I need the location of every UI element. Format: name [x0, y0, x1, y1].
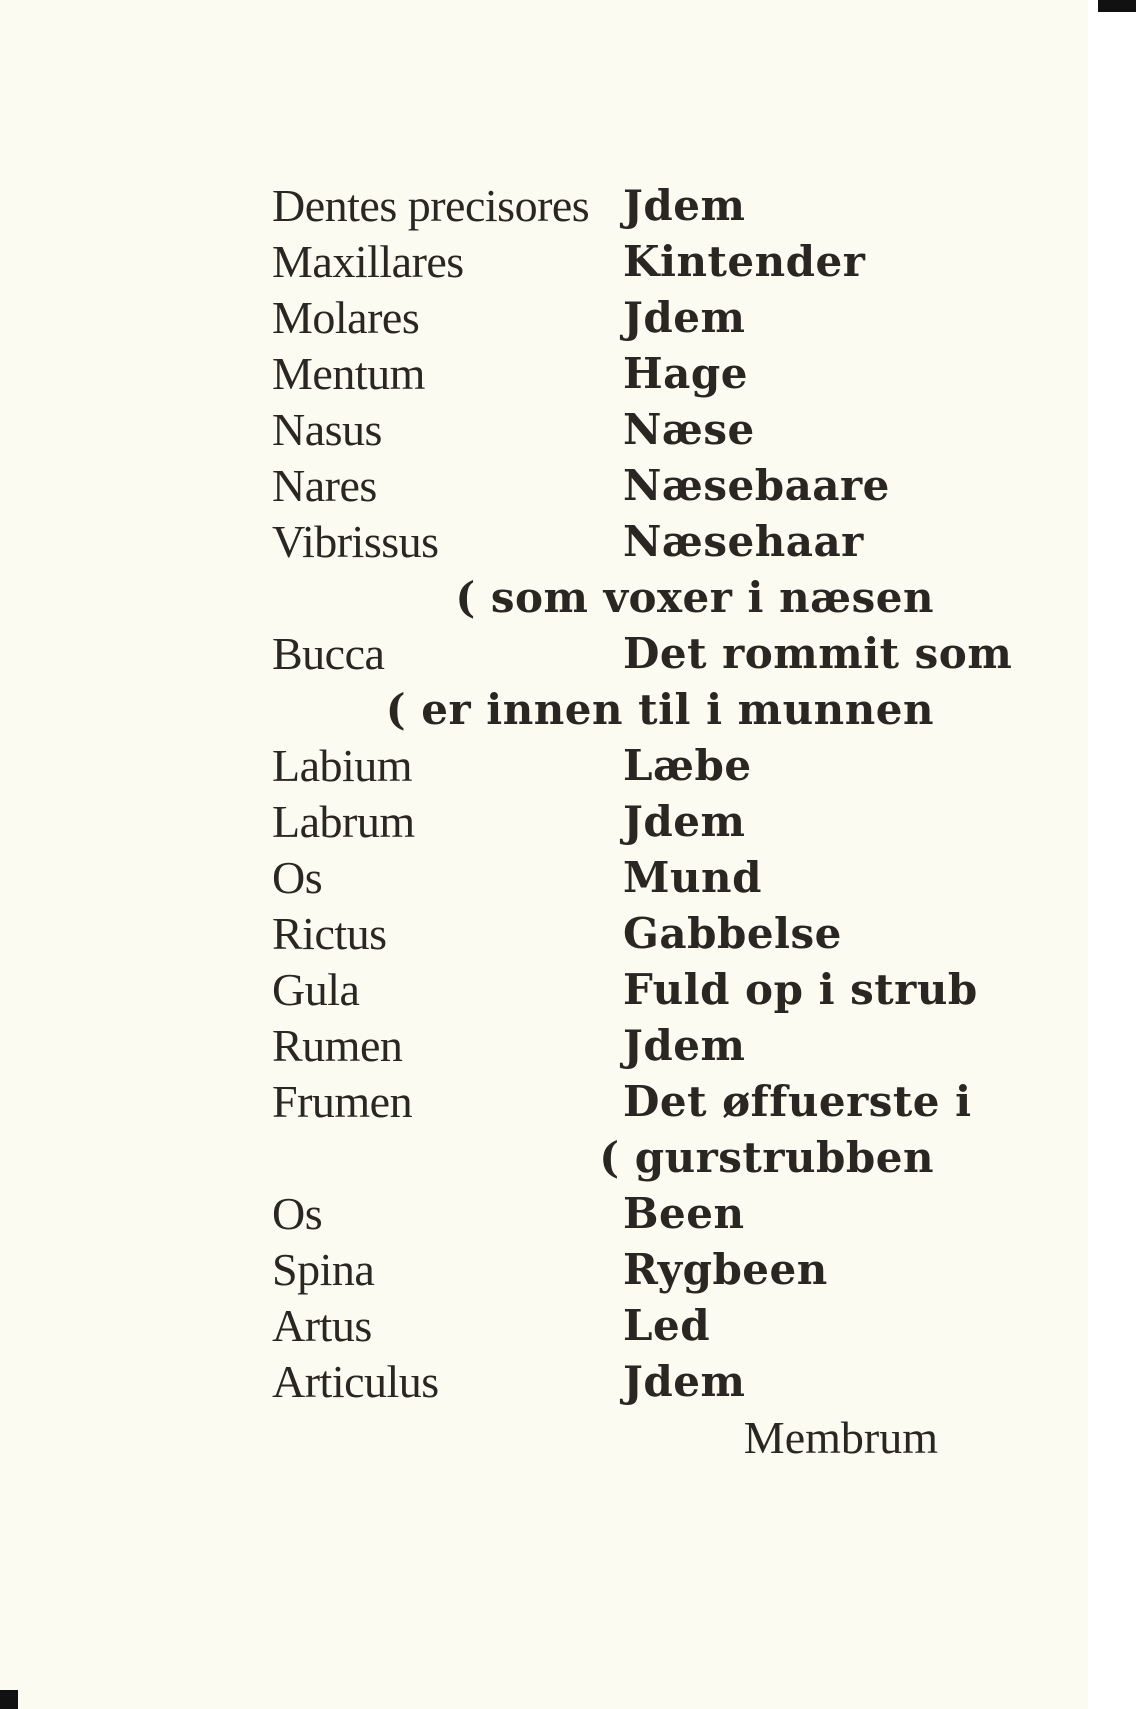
latin-term: Bucca: [272, 628, 385, 679]
glossary-row: [0, 346, 1088, 402]
latin-term: Nasus: [272, 404, 382, 455]
latin-term: Os: [272, 852, 323, 903]
latin-term: Mentum: [272, 348, 425, 399]
latin-term: Labrum: [272, 796, 415, 847]
glossary-row: [0, 458, 1088, 514]
danish-term: Jdem: [623, 293, 746, 342]
scan-edge-mark: [1098, 0, 1136, 12]
catchword-row: [0, 1410, 1088, 1466]
danish-term: Næse: [623, 405, 755, 454]
danish-term: Næsebaare: [623, 461, 890, 510]
glossary-row: [0, 1298, 1088, 1354]
glossary-row: [0, 626, 1088, 682]
latin-term: Dentes precisores: [272, 180, 590, 231]
continuation-text: ( som voxer i næsen: [455, 573, 934, 622]
glossary-row: [0, 1186, 1088, 1242]
latin-term: Artus: [272, 1300, 372, 1351]
danish-term: Jdem: [623, 181, 746, 230]
latin-term: Vibrissus: [272, 516, 439, 567]
latin-term: Nares: [272, 460, 377, 511]
danish-term: Been: [623, 1189, 745, 1238]
danish-term: Jdem: [623, 797, 746, 846]
danish-term: Mund: [623, 853, 762, 902]
glossary-row: [0, 234, 1088, 290]
danish-term: Næsehaar: [623, 517, 864, 566]
danish-term: Hage: [623, 349, 748, 398]
glossary-row: [0, 178, 1088, 234]
danish-term: Rygbeen: [623, 1245, 828, 1294]
glossary-row: [0, 402, 1088, 458]
glossary-row: [0, 290, 1088, 346]
latin-term: Molares: [272, 292, 420, 343]
latin-term: Articulus: [272, 1356, 439, 1407]
latin-term: Labium: [272, 740, 413, 791]
latin-term: Frumen: [272, 1076, 413, 1127]
danish-term: Led: [623, 1301, 711, 1350]
latin-term: Spina: [272, 1244, 375, 1295]
danish-term: Jdem: [623, 1357, 746, 1406]
glossary-row: [0, 1018, 1088, 1074]
glossary-row: [0, 1242, 1088, 1298]
glossary-row: [0, 794, 1088, 850]
danish-term: Fuld op i strub: [623, 965, 978, 1014]
danish-term: Gabbelse: [623, 909, 842, 958]
latin-term: Gula: [272, 964, 360, 1015]
glossary-row: [0, 738, 1088, 794]
latin-term: Rictus: [272, 908, 387, 959]
glossary-row: [0, 850, 1088, 906]
glossary-row: [0, 514, 1088, 570]
danish-term: Jdem: [623, 1021, 746, 1070]
glossary-row: [0, 962, 1088, 1018]
latin-term: Rumen: [272, 1020, 403, 1071]
latin-term: Os: [272, 1188, 323, 1239]
danish-term: Kintender: [623, 237, 866, 286]
glossary-row: [0, 906, 1088, 962]
danish-term: Det øffuerste i: [623, 1077, 972, 1126]
continuation-row: [0, 1130, 1088, 1186]
glossary-row: [0, 1354, 1088, 1410]
glossary-row: [0, 1074, 1088, 1130]
continuation-text: ( er innen til i munnen: [385, 685, 934, 734]
danish-term: Det rommit som: [623, 629, 1013, 678]
continuation-row: [0, 682, 1088, 738]
danish-term: Læbe: [623, 741, 752, 790]
latin-term: Maxillares: [272, 236, 464, 287]
continuation-row: [0, 570, 1088, 626]
scan-edge-mark: [0, 1690, 18, 1709]
catchword: Membrum: [743, 1412, 938, 1463]
continuation-text: ( gurstrubben: [599, 1133, 934, 1182]
